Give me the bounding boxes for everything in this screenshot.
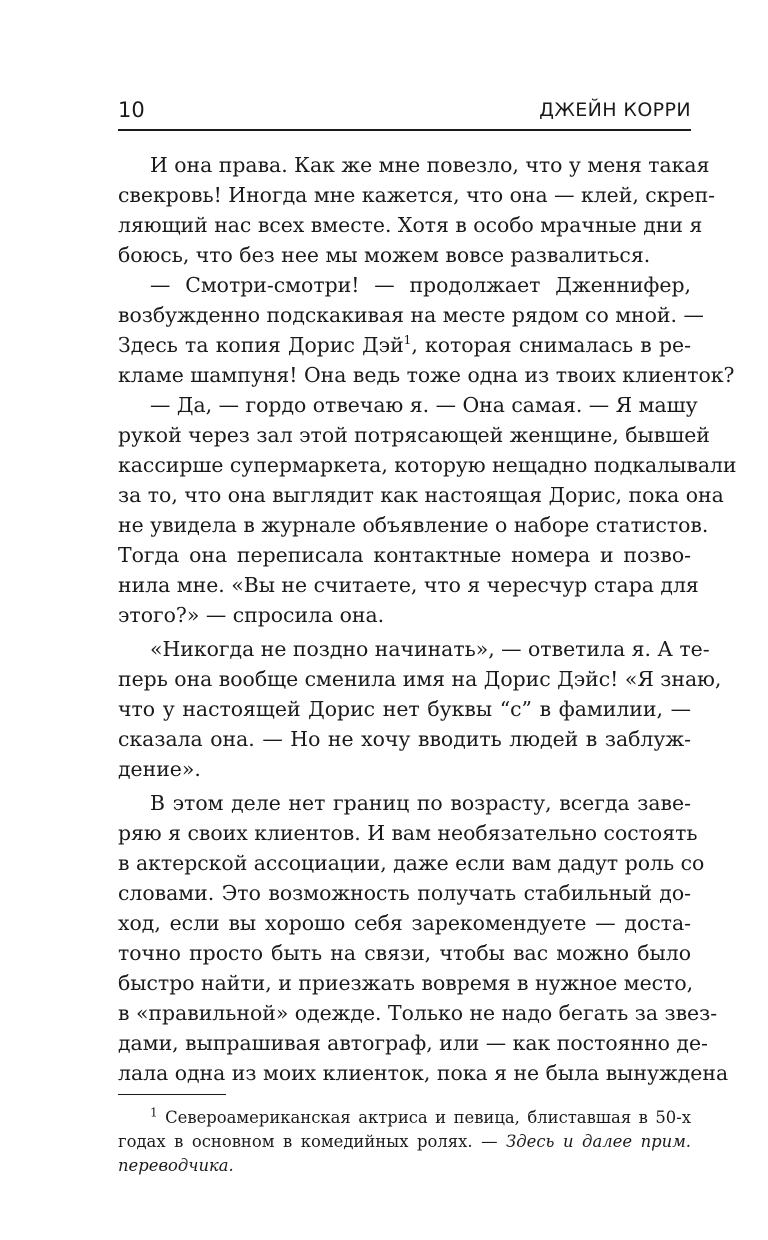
footnote-reference[interactable]: 1 — [403, 333, 412, 348]
text-line: в актерской ассоциации, даже если вам дадут роль со — [118, 851, 705, 875]
text-line: дами, выпрашивая автограф, или — как постоянно де- — [118, 1031, 708, 1055]
text-line: В этом деле нет границ по возрасту, всегда заве- — [150, 791, 691, 815]
page-number: 10 — [118, 98, 145, 122]
text-line: боюсь, что без нее мы можем вовсе развалиться. — [118, 243, 651, 267]
running-head-author: ДЖЕЙН КОРРИ — [539, 99, 691, 121]
text-line: лала одна из моих клиенток, пока я не была вынуждена — [118, 1061, 729, 1085]
footnote-line — [118, 1154, 691, 1178]
footnote-text: годах в основном в комедийных ролях. — — [118, 1132, 507, 1151]
footnote-text: Североамериканская актриса и певица, блиставшая в 50-х — [157, 1108, 691, 1127]
footnote-italic-text: переводчика. — [118, 1156, 234, 1175]
text-line: нила мне. «Вы не считаете, что я чересчур стара для — [118, 573, 699, 597]
text-line: этого?» — спросила она. — [118, 603, 385, 627]
text-line: ряю я своих клиентов. И вам необязательно состоять — [118, 821, 698, 845]
text-line: дение». — [118, 757, 201, 781]
text-line: кассирше супермаркета, которую нещадно подкалывали — [118, 453, 737, 477]
text-line-with-footnote-ref — [118, 330, 691, 360]
text-line: перь она вообще сменила имя на Дорис Дэйс! «Я знаю, — [118, 667, 722, 691]
text-line: в «правильной» одежде. Только не надо бегать за звез- — [118, 1001, 718, 1025]
text-segment: Здесь та копия Дорис Дэй — [118, 333, 404, 357]
text-segment: , которая снималась в ре- — [411, 333, 691, 357]
text-line: за то, что она выглядит как настоящая Дорис, пока она — [118, 483, 724, 507]
text-line: точно просто быть на связи, чтобы вас можно было — [118, 941, 691, 965]
text-line: — Да, — гордо отвечаю я. — Она самая. — Я машу — [150, 393, 698, 417]
footnote-italic-text: Здесь и далее прим. — [506, 1132, 691, 1151]
text-line: сказала она. — Но не хочу вводить людей в заблуж- — [118, 727, 691, 751]
text-line: что у настоящей Дорис нет буквы “с” в фамилии, — — [118, 697, 691, 721]
text-line: не увидела в журнале объявление о наборе статистов. — [118, 513, 709, 537]
text-line: быстро найти, и приезжать вовремя в нужное место, — [118, 971, 694, 995]
text-line: словами. Это возможность получать стабильный до- — [118, 881, 691, 905]
page-header — [118, 95, 691, 131]
text-line: ход, если вы хорошо себя зарекомендуете — доста- — [118, 911, 691, 935]
footnote-line — [118, 1130, 691, 1154]
text-line: свекровь! Иногда мне кажется, что она — клей, скреп- — [118, 183, 716, 207]
text-line: И она права. Как же мне повезло, что у меня такая — [150, 153, 710, 177]
text-line: Тогда она переписала контактные номера и позво- — [118, 543, 691, 567]
footnote-line — [150, 1106, 691, 1130]
text-line: «Никогда не поздно начинать», — ответила я. А те- — [150, 637, 710, 661]
text-line: рукой через зал этой потрясающей женщине, бывшей — [118, 423, 710, 447]
text-line: ляющий нас всех вместе. Хотя в особо мрачные дни я — [118, 213, 703, 237]
text-line: возбужденно подскакивая на месте рядом со мной. — — [118, 303, 704, 327]
footnote-marker: 1 — [150, 1105, 158, 1120]
text-line: кламе шампуня! Она ведь тоже одна из твоих клиенток? — [118, 363, 735, 387]
footnote-divider — [118, 1094, 226, 1095]
text-line: — Смотри-смотри! — продолжает Дженнифер, — [150, 273, 691, 297]
